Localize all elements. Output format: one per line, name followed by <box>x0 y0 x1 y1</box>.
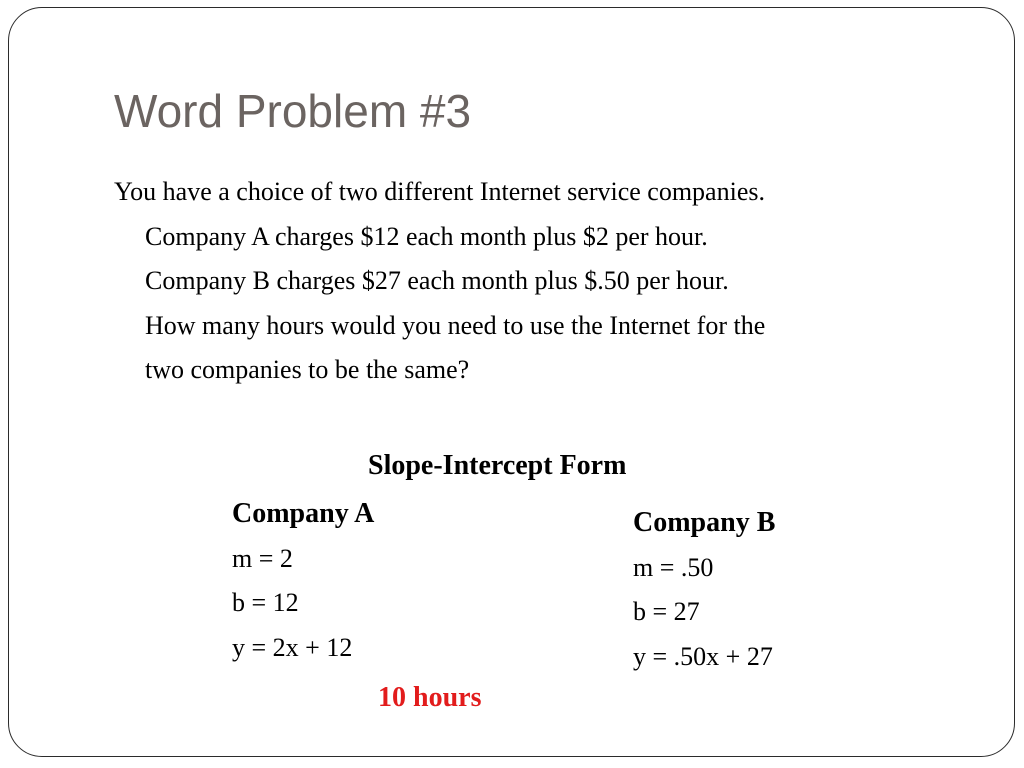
company-b-block <box>633 501 775 679</box>
company-b-name: Company B <box>633 507 776 538</box>
section-heading: Slope-Intercept Form <box>368 450 627 481</box>
problem-line: How many hours would you need to use the Internet for the <box>145 310 766 340</box>
company-a-name: Company A <box>232 498 375 529</box>
problem-line: Company B charges $27 each month plus $.50 per hour. <box>145 266 729 295</box>
company-a-slope: m = 2 <box>232 543 293 573</box>
problem-text <box>114 170 974 393</box>
company-a-block <box>232 492 374 670</box>
company-b-equation: y = .50x + 27 <box>633 641 773 671</box>
problem-line: two companies to be the same? <box>145 355 470 384</box>
company-a-equation: y = 2x + 12 <box>232 632 353 662</box>
company-b-slope: m = .50 <box>633 552 714 582</box>
company-a-intercept: b = 12 <box>232 588 299 617</box>
answer-text: 10 hours <box>378 682 482 713</box>
problem-line: You have a choice of two different Internet service companies. <box>114 177 765 206</box>
problem-line: Company A charges $12 each month plus $2 per hour. <box>145 221 708 251</box>
slide-title: Word Problem #3 <box>114 85 472 137</box>
company-b-intercept: b = 27 <box>633 597 700 626</box>
